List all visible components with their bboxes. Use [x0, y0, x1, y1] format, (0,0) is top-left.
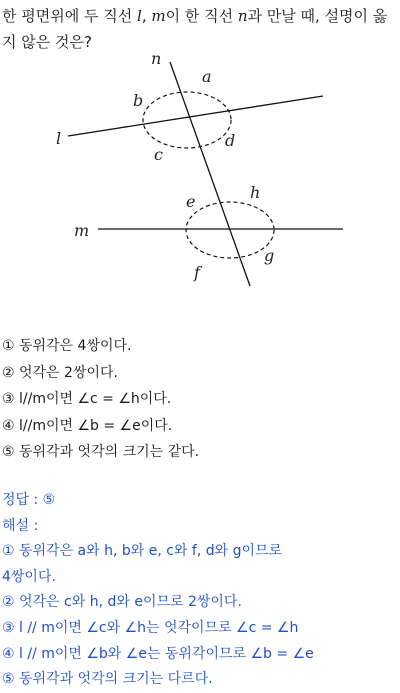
- var-n: n: [237, 7, 248, 25]
- option-2: ② 엇각은 2쌍이다.: [2, 364, 118, 381]
- label-n: n: [151, 49, 162, 68]
- answer-line: 정답 : ⑤: [2, 492, 56, 508]
- label-g: g: [264, 246, 275, 265]
- label-a: a: [202, 67, 212, 86]
- options-list: [2, 333, 199, 466]
- label-f: f: [194, 263, 200, 282]
- explanation-heading: 해설 :: [2, 517, 39, 534]
- explanation-line-1: ① 동위각은 a와 h, b와 e, c와 f, d와 g이므로: [2, 543, 283, 560]
- line-l: [68, 96, 323, 136]
- transversal-figure: [0, 48, 400, 288]
- var-m: m: [151, 7, 166, 25]
- option-5: ⑤ 동위각과 엇각의 크기는 같다.: [2, 444, 200, 460]
- label-e: e: [186, 192, 196, 211]
- upper-angle-ellipse: [143, 92, 231, 148]
- question-part-1: 한 평면위에 두 직선: [2, 7, 137, 25]
- option-1: ① 동위각은 4쌍이다.: [2, 338, 132, 354]
- explanation-line-2: ② 엇각은 c와 h, d와 e이므로 2쌍이다.: [2, 594, 242, 611]
- label-m: m: [74, 221, 90, 240]
- question-part-2: 이 한 직선: [165, 7, 238, 25]
- explanation-line-4: ④ l // m이면 ∠b와 ∠e는 동위각이므로 ∠b = ∠e: [2, 645, 314, 662]
- option-3: ③ l//m이면 ∠c = ∠h이다.: [2, 391, 172, 407]
- explanation-line-5: ⑤ 동위각과 엇각의 크기는 다르다.: [2, 671, 213, 688]
- label-b: b: [133, 91, 144, 110]
- line-n: [170, 62, 250, 286]
- question-sep: ,: [141, 7, 152, 25]
- explanation-line-1b: 4쌍이다.: [2, 568, 56, 585]
- label-h: h: [250, 183, 261, 202]
- explanation-line-3: ③ l // m이면 ∠c와 ∠h는 엇각이므로 ∠c = ∠h: [2, 619, 299, 636]
- label-l: l: [56, 129, 62, 148]
- label-d: d: [225, 131, 236, 150]
- question-part-3: 과 만날 때, 설명이 옳지 않은 것은?: [2, 7, 388, 51]
- option-4: ④ l//m이면 ∠b = ∠e이다.: [2, 417, 173, 434]
- label-c: c: [154, 145, 163, 164]
- var-l: l: [137, 7, 142, 25]
- answer-explanation: [2, 488, 398, 693]
